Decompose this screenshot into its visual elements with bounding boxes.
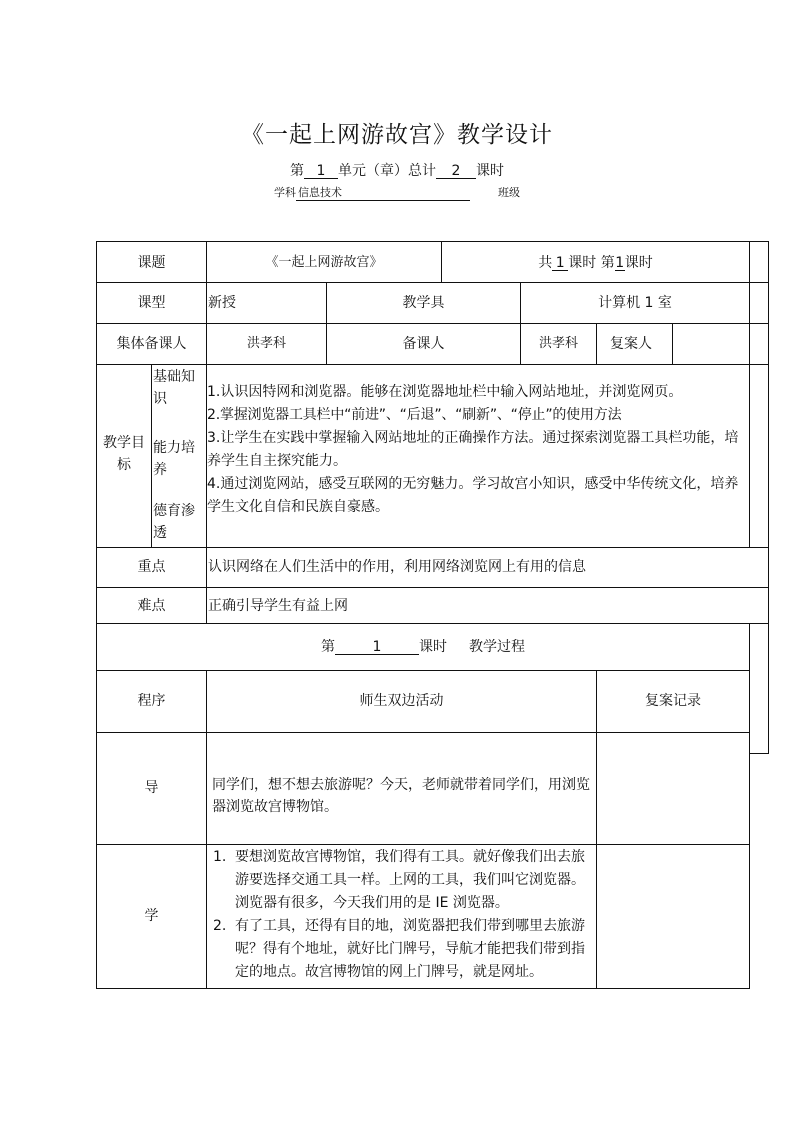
learn-list — [207, 846, 596, 984]
lesson-hours — [442, 252, 749, 274]
list-number: 1. — [213, 849, 227, 865]
difficulty-value: 正确引导学生有益上网 — [208, 598, 348, 614]
label-preparer: 备课人 — [402, 336, 445, 352]
unit-number: 1 — [304, 164, 338, 179]
subject-label: 学科 — [274, 186, 296, 199]
label-topic: 课题 — [137, 255, 166, 271]
goal-cat-ability: 能力培养 — [153, 440, 195, 478]
goal-item: 1.认识因特网和浏览器。能够在浏览器地址栏中输入网站地址，并浏览网页。 — [207, 384, 683, 400]
label-reviewer: 复案人 — [610, 336, 652, 352]
label-group-prep: 集体备课人 — [116, 336, 187, 352]
process-lesson-num: 1 — [335, 640, 419, 655]
preparer-person: 洪孝科 — [538, 336, 578, 351]
list-item — [207, 846, 596, 915]
process-title — [97, 636, 749, 658]
topic-value: 《一起上网游故宫》 — [265, 255, 383, 270]
step-learn: 学 — [144, 908, 159, 924]
group-prep-person: 洪孝科 — [246, 336, 286, 351]
unit-middle: 单元（章）总计 — [338, 163, 436, 179]
document-title: 《一起上网游故宫》教学设计 — [241, 122, 553, 148]
hours-suffix: 课时 — [624, 255, 653, 271]
intro-text: 同学们，想不想去旅游呢？今天，老师就带着同学们，用浏览器浏览故宫博物馆。 — [212, 777, 590, 815]
list-text: 要想浏览故宫博物馆，我们得有工具。就好像我们出去旅游要选择交通工具一样。上网的工具，我们叫它浏览器。浏览器有很多，今天我们用的是 IE 浏览器。 — [235, 849, 585, 911]
list-item — [207, 915, 596, 984]
goal-item: 2.掌握浏览器工具栏中“前进”、“后退”、“刷新”、“停止”的使用方法 — [207, 407, 622, 423]
list-number: 2. — [213, 918, 227, 934]
process-prefix: 第 — [321, 639, 335, 655]
label-key: 重点 — [137, 559, 166, 575]
hours-middle: 课时 第 — [568, 255, 615, 271]
type-value: 新授 — [208, 295, 236, 311]
goals-list — [207, 381, 750, 519]
goal-cat-moral: 德育渗透 — [153, 503, 195, 541]
goal-item: 3.让学生在实践中掌握输入网站地址的正确操作方法。通过探索浏览器工具栏功能，培养学生自主探究能力。 — [207, 430, 739, 469]
step-intro: 导 — [144, 780, 159, 796]
header-record: 复案记录 — [645, 693, 701, 709]
key-value: 认识网络在人们生活中的作用，利用网络浏览网上有用的信息 — [208, 559, 586, 575]
total-hours: 2 — [436, 164, 476, 179]
list-text: 有了工具，还得有目的地，浏览器把我们带到哪里去旅游呢？得有个地址，就好比门牌号，导航才能把我们带到指定的地点。故宫博物馆的网上门牌号，就是网址。 — [235, 918, 585, 980]
hours-prefix: 共 — [538, 255, 553, 271]
header-activity: 师生双边活动 — [359, 693, 444, 709]
subject-value: 信息技术 — [296, 186, 470, 201]
hours-current: 1 — [615, 255, 625, 271]
label-difficulty: 难点 — [137, 598, 166, 614]
unit-prefix: 第 — [290, 163, 304, 179]
label-type: 课型 — [137, 295, 166, 311]
header-step: 程序 — [137, 693, 166, 709]
process-suffix: 课时 — [419, 639, 447, 655]
tools-value: 计算机 1 室 — [598, 295, 672, 311]
class-label: 班级 — [498, 186, 520, 199]
goal-cat-basic: 基础知识 — [153, 369, 195, 407]
unit-suffix: 课时 — [476, 163, 504, 179]
hours-total: 1 — [552, 256, 568, 271]
process-name: 教学过程 — [469, 639, 525, 655]
label-tools: 教学具 — [402, 295, 445, 311]
label-goals: 教学目标 — [103, 435, 145, 473]
goal-item: 4.通过浏览网站，感受互联网的无穷魅力。学习故宫小知识，感受中华传统文化，培养学生文化自信和民族自豪感。 — [207, 476, 739, 515]
